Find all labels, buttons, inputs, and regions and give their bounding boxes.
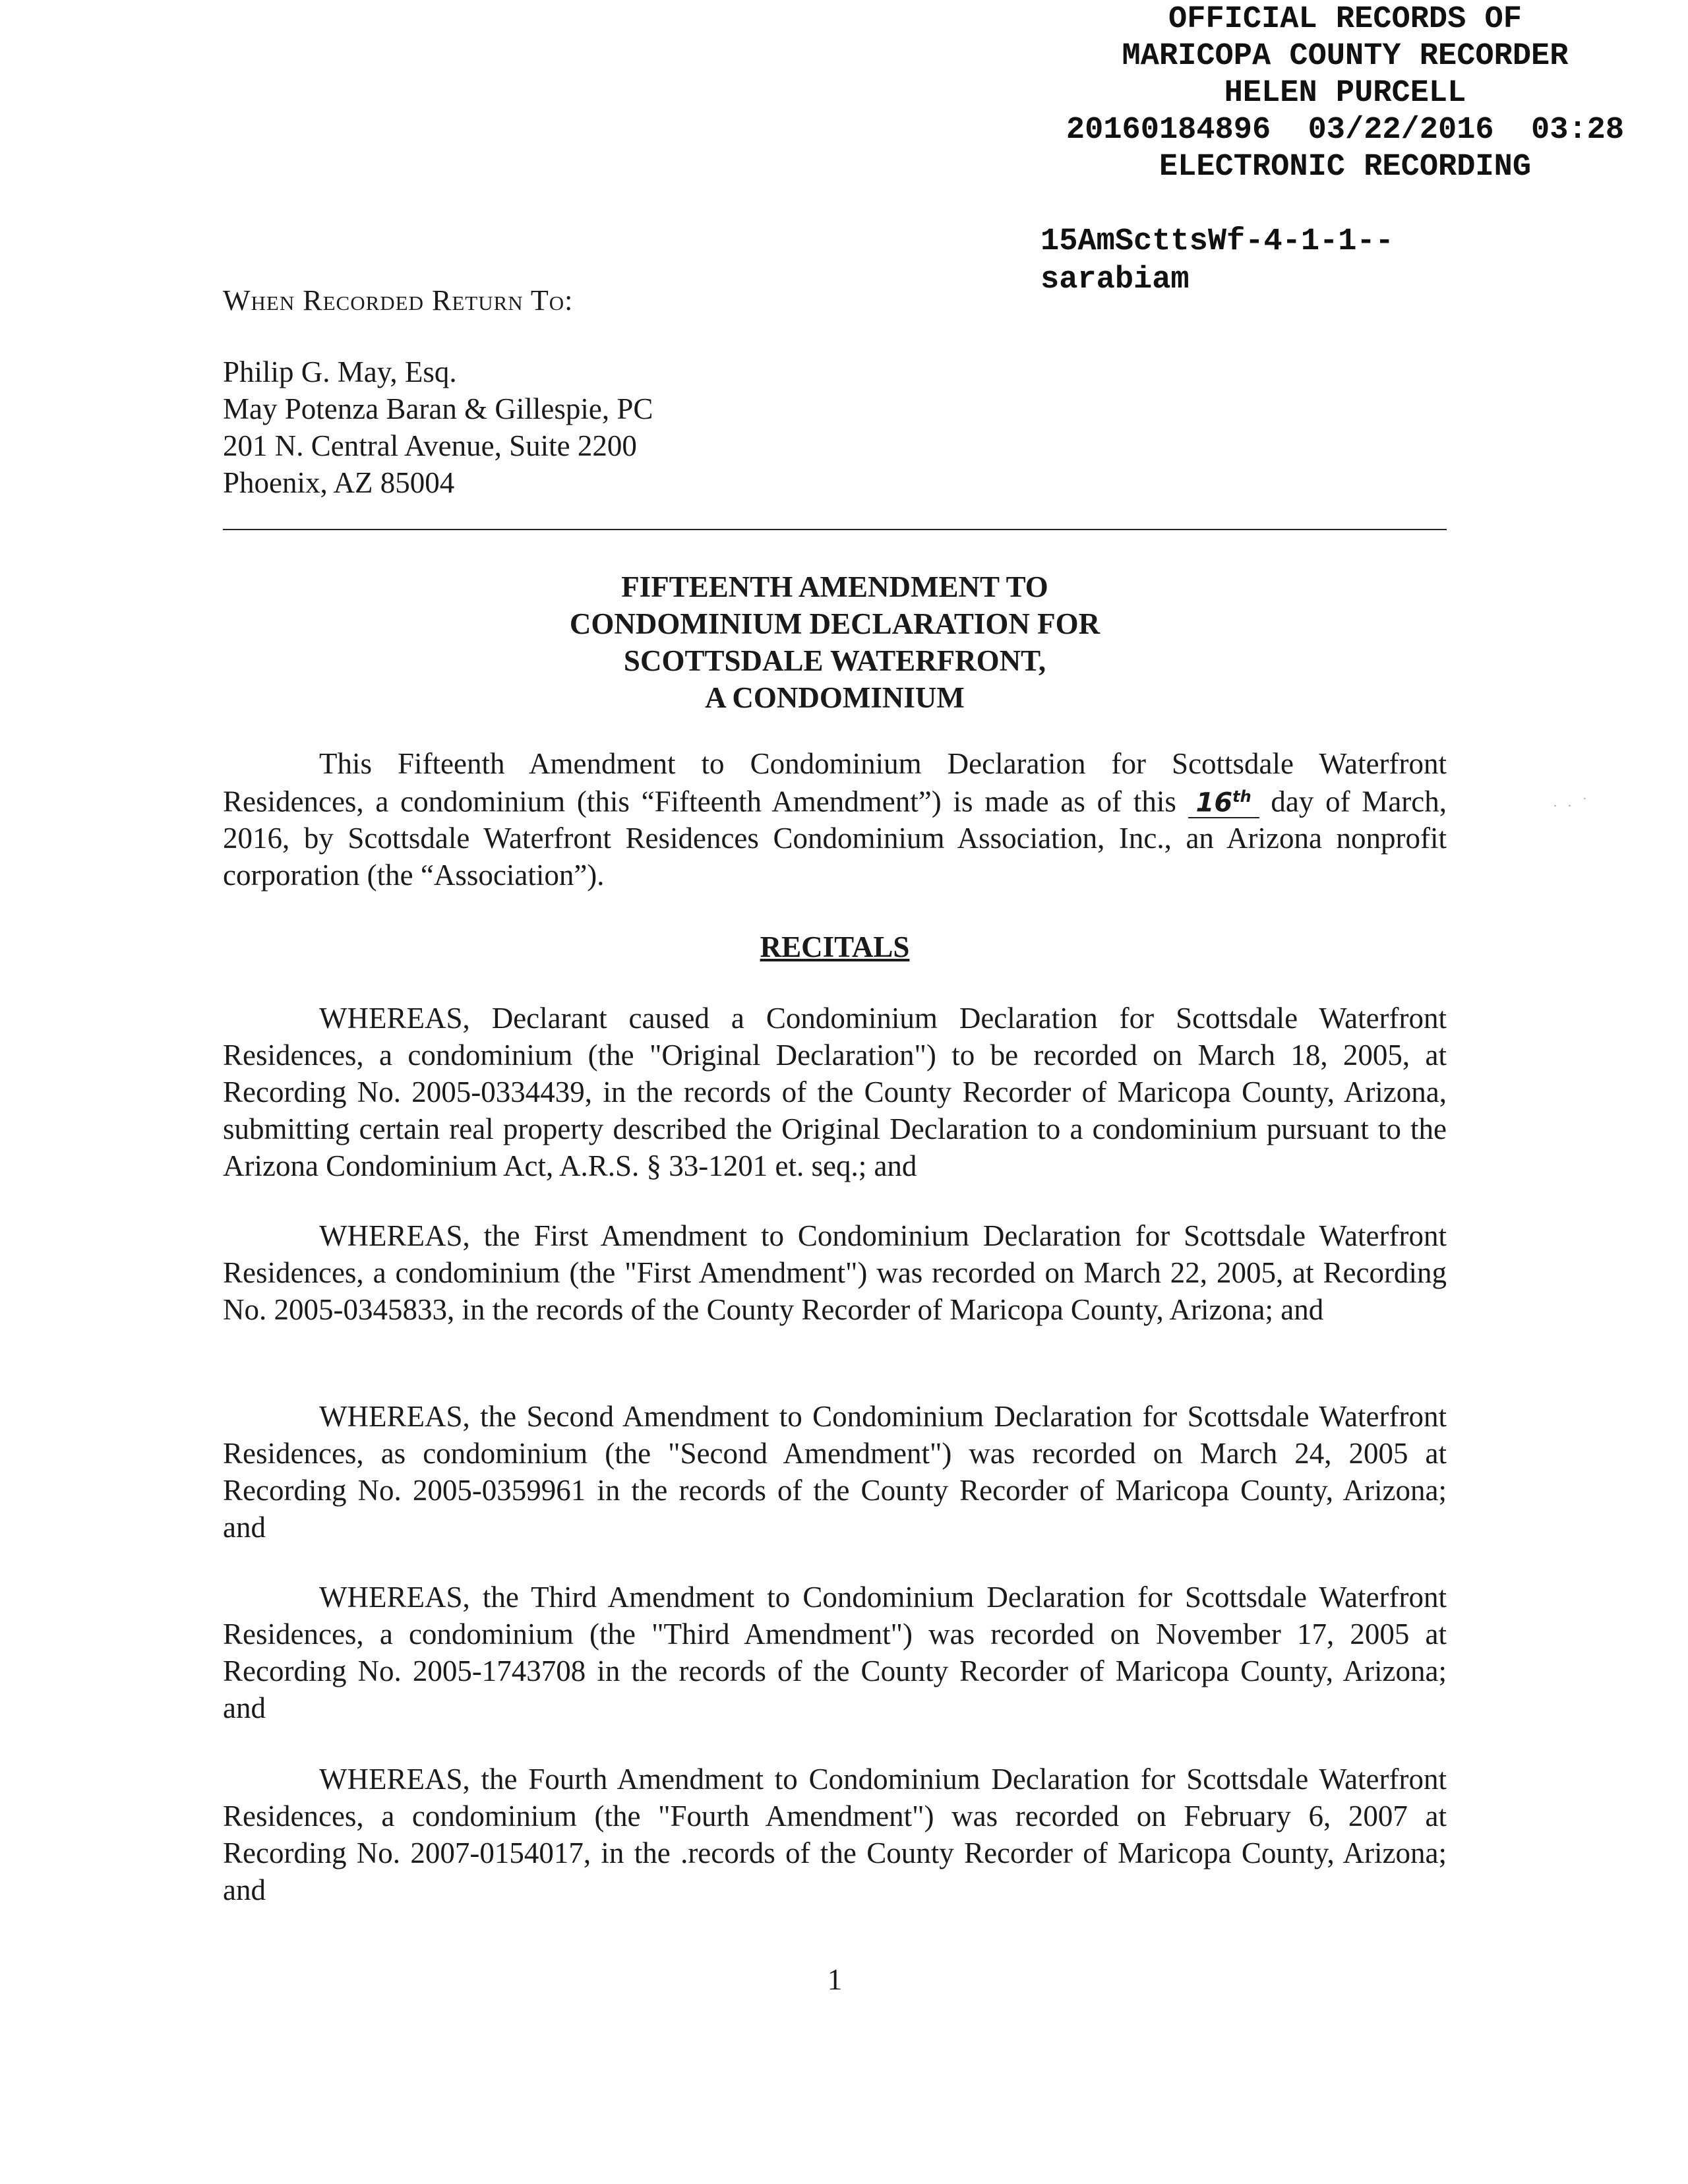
doc-code-line-1: 15AmScttsWf-4-1-1-- [1040,224,1394,259]
return-firm: May Potenza Baran & Gillespie, PC [223,392,653,425]
intro-text-start: This Fifteenth Amendment to Condominium Declaration for Scottsdale Waterfront Residences, a condominium (this “Fifteenth Amendment”) is made as of this [223,747,1447,818]
document-code [1040,223,1394,299]
recital-paragraph: WHEREAS, Declarant caused a Condominium Declaration for Scottsdale Waterfront Residences, a condominium (the "Original Declaration") to be recorded on March 18, 2005, at Recording No. 2005-0334439, in the records of the County Recorder of Maricopa County, Arizona, submitting certain real property described the Original Declaration to a condominium pursuant to the Arizona Condominium Act, A.R.S. § 33-1201 et. seq.; and [223,1002,1447,1182]
intro-paragraph [223,745,1447,894]
recital-paragraph: WHEREAS, the Fourth Amendment to Condominium Declaration for Scottsdale Waterfront Residences, a condominium (the "Fourth Amendment") was recorded on February 6, 2007 at Recording No. 2007-0154017, in the .records of the County Recorder of Maricopa County, Arizona; and [223,1763,1447,1906]
recital-paragraph: WHEREAS, the Second Amendment to Condominium Declaration for Scottsdale Waterfront Residences, as condominium (the "Second Amendment") was recorded on March 24, 2005 at Recording No. 2005-0359961 in the records of the County Recorder of Maricopa County, Arizona; and [223,1400,1447,1544]
page-number: 1 [827,1963,843,1996]
title-line-3: SCOTTSDALE WATERFRONT, [623,644,1046,677]
return-city: Phoenix, AZ 85004 [223,466,455,499]
stamp-line-4: 20160184896 03/22/2016 03:28 [1066,113,1625,148]
horizontal-rule [223,529,1447,530]
title-line-2: CONDOMINIUM DECLARATION FOR [569,607,1100,640]
document-title [223,568,1447,716]
recording-stamp [1029,1,1662,186]
stamp-line-1: OFFICIAL RECORDS OF [1168,2,1522,37]
doc-code-line-2: sarabiam [1040,262,1190,297]
intro-text-end: day of March, 2016, by Scottsdale Waterfront Residences Condominium Association, Inc., an Arizona nonprofit corporation (the “Association”). [223,785,1447,892]
return-address [223,353,653,501]
stamp-line-2: MARICOPA COUNTY RECORDER [1122,39,1569,74]
return-name: Philip G. May, Esq. [223,355,457,388]
return-street: 201 N. Central Avenue, Suite 2200 [223,429,637,462]
recital-paragraph: WHEREAS, the Third Amendment to Condominium Declaration for Scottsdale Waterfront Residences, a condominium (the "Third Amendment") was recorded on November 17, 2005 at Recording No. 2005-1743708 in the records of the County Recorder of Maricopa County, Arizona; and [223,1581,1447,1724]
title-line-1: FIFTEENTH AMENDMENT TO [621,570,1048,603]
handwritten-day: 16th [1188,782,1259,818]
recitals-heading: RECITALS [760,930,910,963]
return-to-heading: When Recorded Return To: [223,284,574,317]
title-line-4: A CONDOMINIUM [705,681,965,714]
stamp-line-5: ELECTRONIC RECORDING [1159,150,1532,185]
scan-specks: . . ˙ [1553,795,1591,810]
stamp-line-3: HELEN PURCELL [1224,76,1466,111]
recital-paragraph: WHEREAS, the First Amendment to Condominium Declaration for Scottsdale Waterfront Residences, a condominium (the "First Amendment") was recorded on March 22, 2005, at Recording No. 2005-0345833, in the records of the County Recorder of Maricopa County, Arizona; and [223,1219,1447,1326]
